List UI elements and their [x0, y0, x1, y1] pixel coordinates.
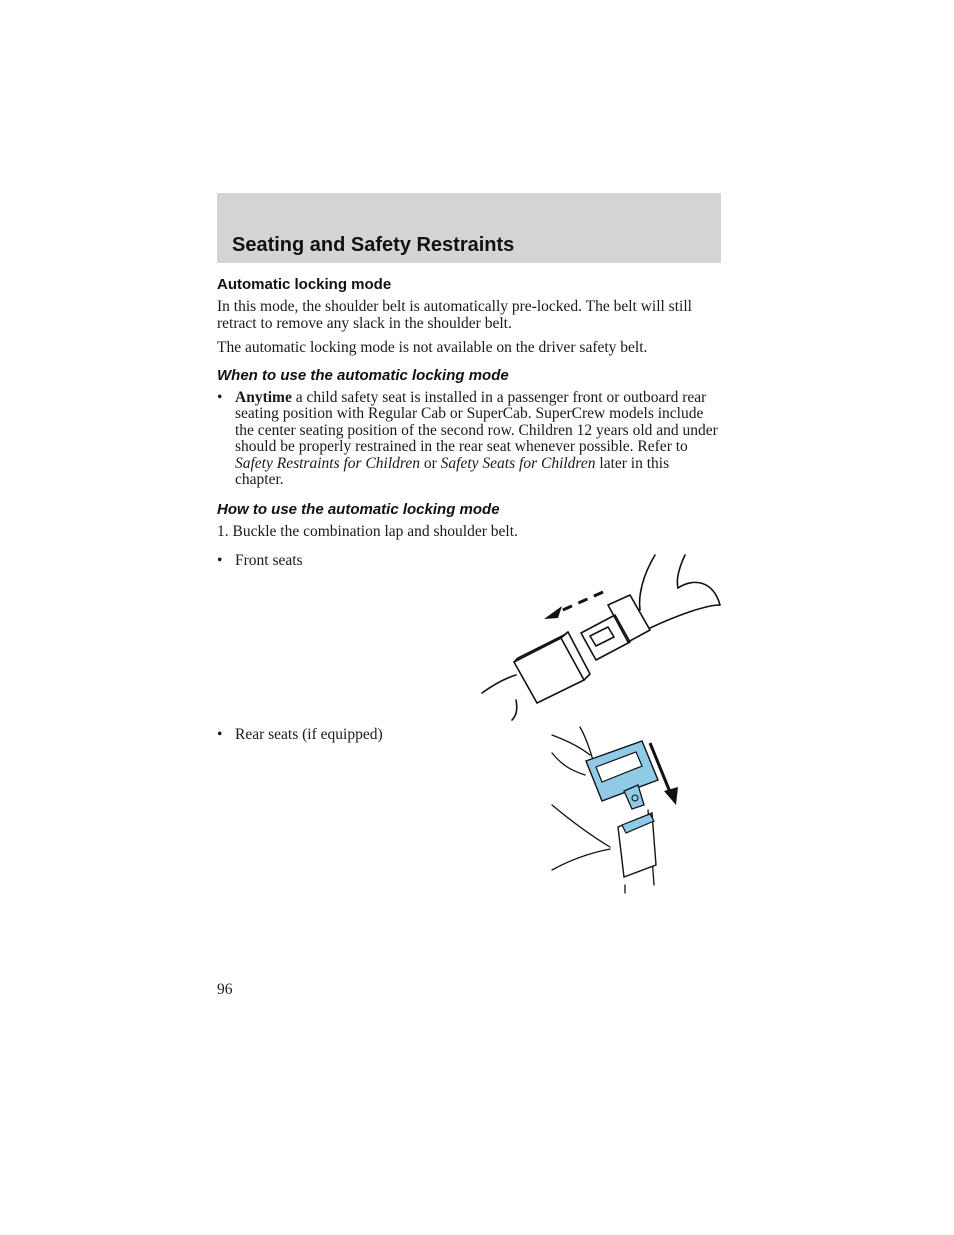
bullet-dot: • [217, 388, 223, 406]
reference-safety-seats: Safety Seats for Children [440, 454, 596, 472]
when-heading: When to use the automatic locking mode [217, 366, 509, 384]
rear-seat-belt-buckle-illustration [550, 725, 690, 895]
bullet-dot: • [217, 552, 223, 569]
front-seats-bullet [217, 553, 455, 570]
page-title: Seating and Safety Restraints [232, 234, 515, 256]
anytime-lead: Anytime [235, 388, 292, 406]
section-heading: Automatic locking mode [217, 276, 392, 293]
intro-paragraph: In this mode, the shoulder belt is automatically pre-locked. The belt will still retract to remove any slack in the shoulder belt. [217, 298, 692, 332]
anytime-text-1: a child safety seat is installed in a passenger front or outboard rear seating position with Regular Cab or SuperCab. SuperCrew models include the center seating position of the second row. Children 12 years old and under should be properly restrained in the rear seat whenever possible. Refer to [235, 388, 718, 455]
anytime-bullet [217, 390, 721, 489]
bullet-dot: • [217, 726, 223, 743]
front-seats-label: Front seats [235, 552, 303, 569]
main-content [217, 276, 721, 548]
header-band [217, 193, 721, 263]
rear-seats-bullet [217, 727, 455, 744]
page-number: 96 [217, 981, 233, 998]
rear-seats-label: Rear seats (if equipped) [235, 726, 383, 743]
driver-note-paragraph: The automatic locking mode is not available on the driver safety belt. [217, 339, 648, 356]
how-heading: How to use the automatic locking mode [217, 500, 500, 518]
anytime-text-2: later in this chapter. [235, 454, 670, 488]
reference-safety-restraints: Safety Restraints for Children [235, 454, 420, 472]
front-seat-belt-buckle-illustration [478, 550, 723, 722]
reference-joiner: or [420, 454, 441, 472]
step-1: 1. Buckle the combination lap and shoulder belt. [217, 522, 518, 540]
